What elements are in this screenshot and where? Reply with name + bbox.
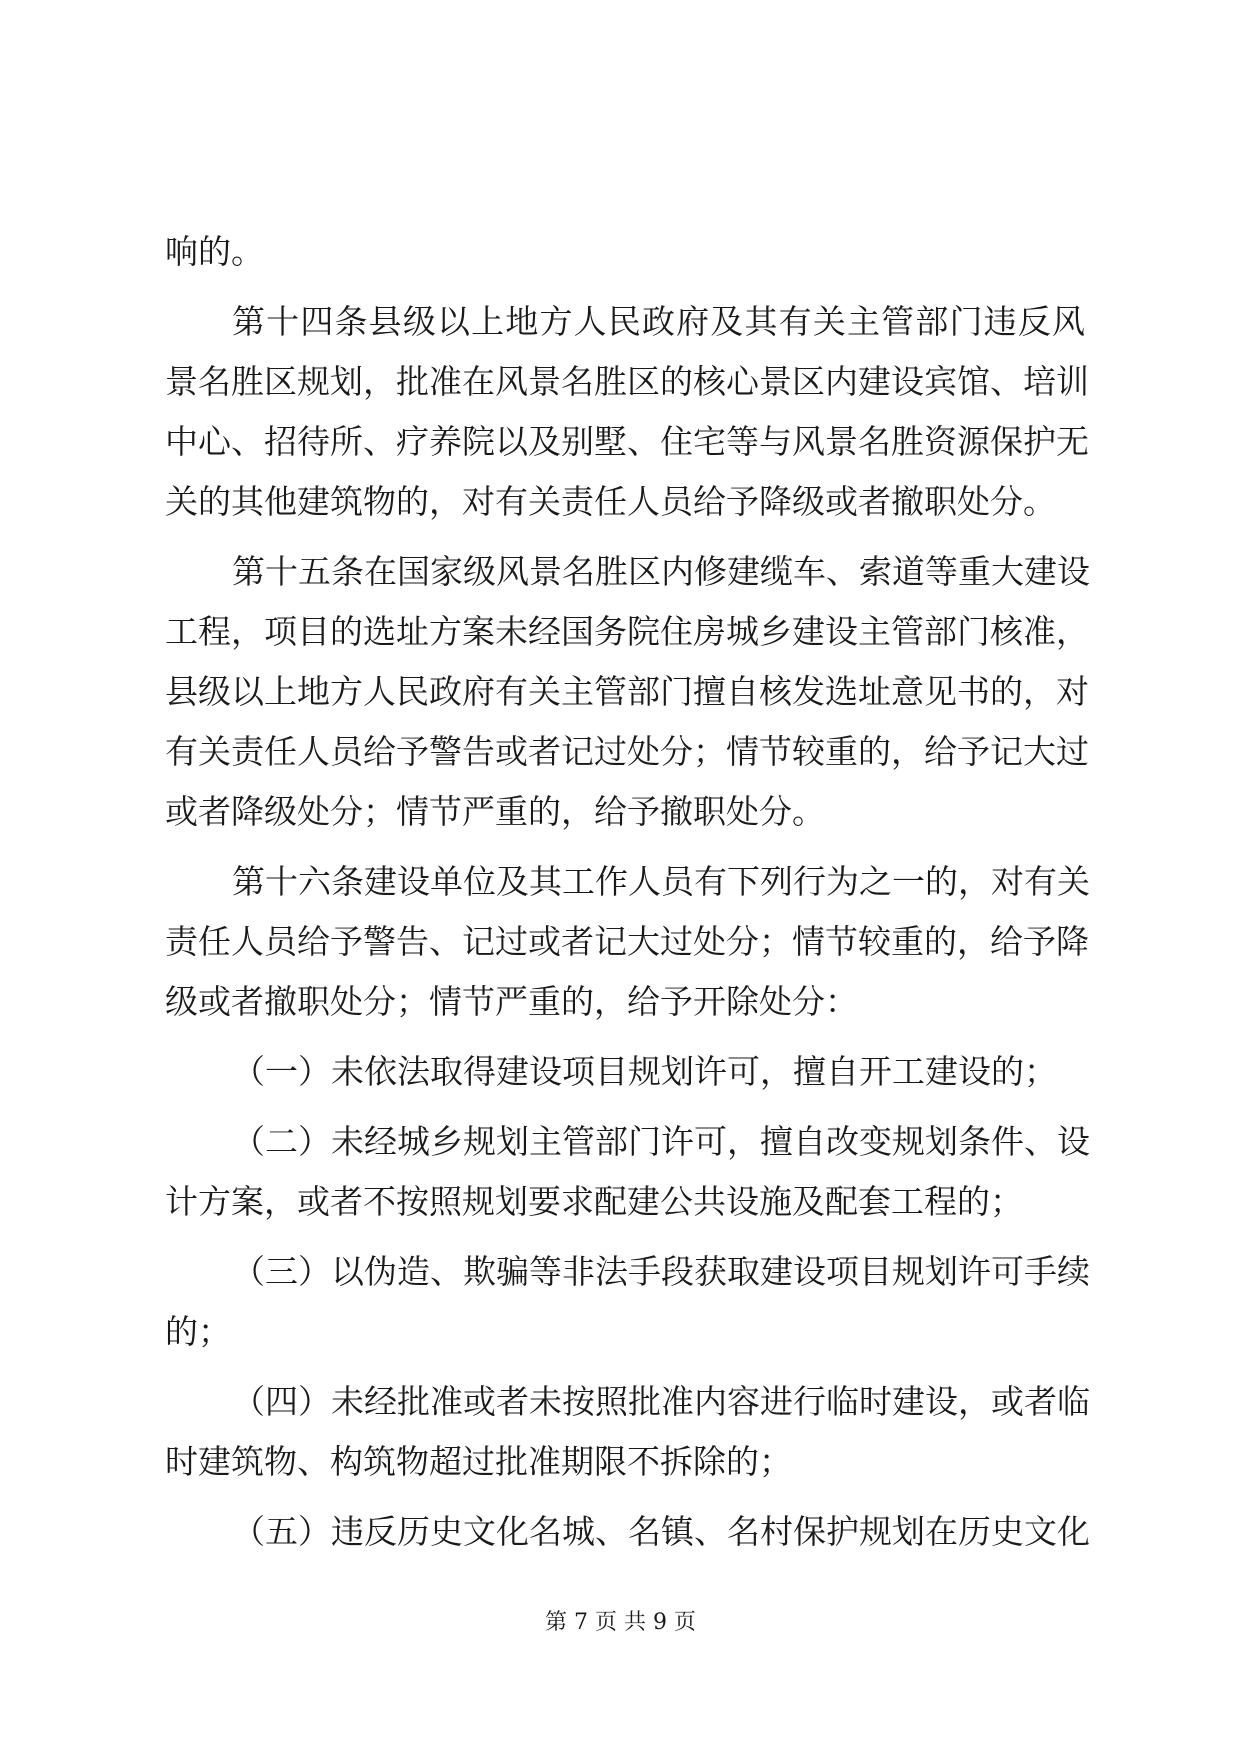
list-item: （三）以伪造、欺骗等非法手段获取建设项目规划许可手续: [232, 1252, 1090, 1291]
text-line: 有关责任人员给予警告或者记过处分；情节较重的，给予记大过: [165, 732, 1089, 771]
text-line: 响的。: [165, 232, 264, 271]
text-line: 关的其他建筑物的，对有关责任人员给予降级或者撤职处分。: [165, 482, 1056, 521]
list-item: （二）未经城乡规划主管部门许可，擅自改变规划条件、设: [232, 1122, 1090, 1161]
text-line: 级或者撤职处分；情节严重的，给予开除处分：: [165, 982, 858, 1021]
text-line: 或者降级处分；情节严重的，给予撤职处分。: [165, 792, 825, 831]
text-line: 责任人员给予警告、记过或者记大过处分；情节较重的，给予降: [165, 922, 1089, 961]
text-line: 计方案，或者不按照规划要求配建公共设施及配套工程的；: [165, 1182, 1023, 1221]
text-line: 工程，项目的选址方案未经国务院住房城乡建设主管部门核准，: [165, 612, 1089, 651]
list-item: （四）未经批准或者未按照批准内容进行临时建设，或者临: [232, 1382, 1090, 1421]
text-line: 景名胜区规划，批准在风景名胜区的核心景区内建设宾馆、培训: [165, 362, 1089, 401]
text-line: 县级以上地方人民政府有关主管部门擅自核发选址意见书的，对: [165, 672, 1089, 711]
text-line: 的；: [165, 1312, 231, 1351]
text-line: 中心、招待所、疗养院以及别墅、住宅等与风景名胜资源保护无: [165, 422, 1089, 461]
list-item: （五）违反历史文化名城、名镇、名村保护规划在历史文化: [232, 1512, 1090, 1551]
text-line: 时建筑物、构筑物超过批准期限不拆除的；: [165, 1442, 792, 1481]
text-line: 第十四条县级以上地方人民政府及其有关主管部门违反风: [232, 302, 1085, 341]
text-line: 第十五条在国家级风景名胜区内修建缆车、索道等重大建设: [232, 552, 1090, 591]
page-number-footer: 第 7 页 共 9 页: [545, 1610, 696, 1635]
list-item: （一）未依法取得建设项目规划许可，擅自开工建设的；: [232, 1052, 1057, 1091]
text-line: 第十六条建设单位及其工作人员有下列行为之一的，对有关: [232, 862, 1090, 901]
